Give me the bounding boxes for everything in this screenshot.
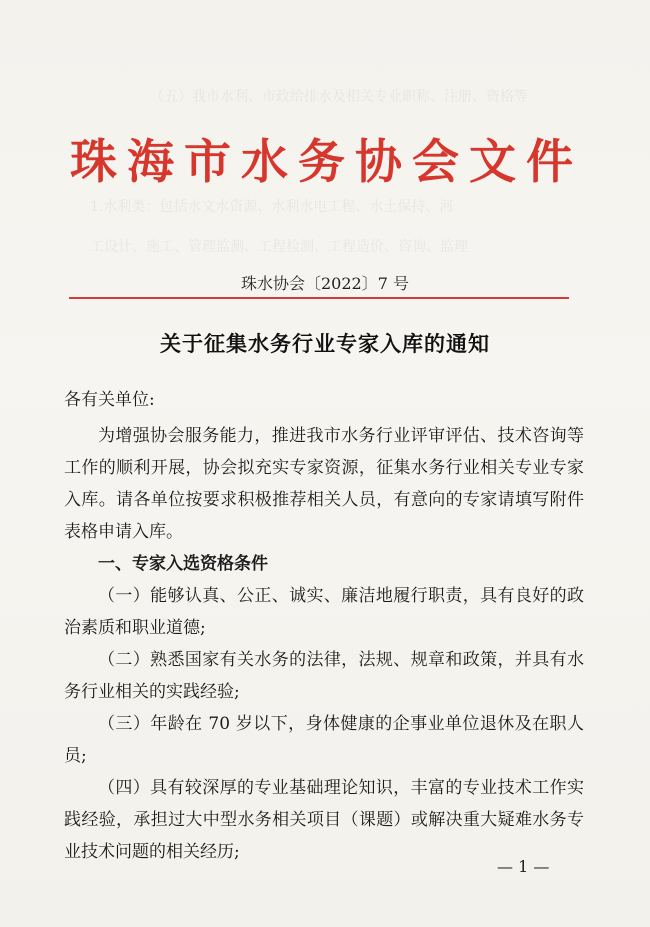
condition-item: （三）年龄在 70 岁以下，身体健康的企事业单位退休及在职人员; [64,714,584,766]
condition-item: （四）具有较深厚的专业基础理论知识，丰富的专业技术工作实践经验，承担过大中型水务相关项目（课题）或解决重大疑难水务专业技术问题的相关经历; [64,778,584,862]
org-document-title: 珠海市水务协会文件 [70,135,583,190]
notice-body [64,420,584,868]
notice-title: 关于征集水务行业专家入库的通知 [160,332,490,356]
condition-item: （一）能够认真、公正、诚实、廉洁地履行职责，具有良好的政治素质和职业道德; [64,586,584,638]
document-number: 珠水协会〔2022〕7 号 [241,274,409,293]
intro-paragraph: 为增强协会服务能力，推进我市水务行业评审评估、技术咨询等工作的顺利开展，协会拟充实专家资源，征集水务行业相关专业专家入库。请各单位按要求积极推荐相关人员，有意向的专家请填写附件表格申请入库。 [64,426,584,542]
page-number: — 1 — [497,857,550,876]
show-through-text: （五）我市水利、市政给排水及相关专业职称、注册、资格等 [150,89,528,105]
salutation: 各有关单位: [64,390,155,410]
section-heading: 一、专家入选资格条件 [98,554,268,574]
red-divider-line [69,297,569,299]
show-through-text: 1.水利类：包括水文水资源、水利水电工程、水土保持、河 [90,199,454,215]
condition-item: （二）熟悉国家有关水务的法律，法规、规章和政策，并具有水务行业相关的实践经验; [64,650,584,702]
show-through-text: 工设计、施工、管理监测、工程检测、工程造价、咨询、监理 [90,239,468,255]
